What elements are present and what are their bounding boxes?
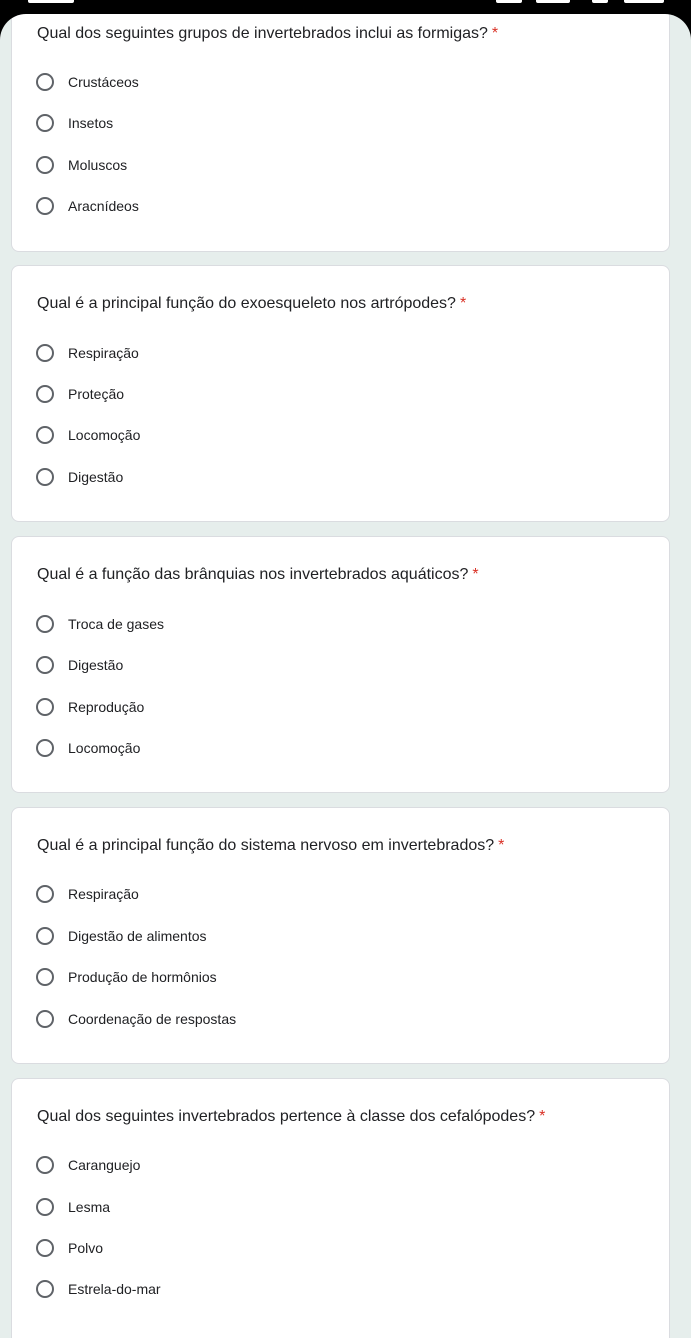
radio-option[interactable] [36, 612, 164, 636]
option-label: Locomoção [68, 427, 141, 443]
option-label: Respiração [68, 345, 139, 361]
option-label: Moluscos [68, 157, 128, 173]
status-bar [0, 0, 691, 14]
radio-button[interactable] [36, 73, 54, 91]
question-title: Qual é a principal função do exoesqueleto nos artrópodes? * [37, 295, 467, 312]
radio-option[interactable] [36, 1277, 161, 1301]
radio-option[interactable] [36, 382, 124, 406]
radio-option[interactable] [36, 423, 140, 447]
question-card [11, 1078, 670, 1338]
radio-option[interactable] [36, 882, 139, 906]
screen-corner-right [665, 14, 691, 40]
question-card [11, 265, 670, 522]
clock-partial [28, 0, 74, 3]
radio-button[interactable] [36, 426, 54, 444]
option-label: Digestão de alimentos [68, 928, 207, 944]
option-label: Respiração [68, 886, 139, 902]
radio-button[interactable] [36, 1156, 54, 1174]
radio-button[interactable] [36, 114, 54, 132]
option-label: Aracnídeos [68, 198, 139, 214]
radio-option[interactable] [36, 1236, 103, 1260]
radio-button[interactable] [36, 615, 54, 633]
required-marker: * [539, 1108, 546, 1125]
radio-button[interactable] [36, 1239, 54, 1257]
option-label: Caranguejo [68, 1157, 141, 1173]
radio-option[interactable] [36, 653, 123, 677]
radio-button[interactable] [36, 156, 54, 174]
radio-button[interactable] [36, 1280, 54, 1298]
radio-button[interactable] [36, 885, 54, 903]
required-marker: * [472, 566, 479, 583]
radio-option[interactable] [36, 1195, 110, 1219]
screen-corner-left [0, 14, 26, 40]
wifi-icon [592, 0, 608, 3]
question-title: Qual dos seguintes invertebrados pertence à classe dos cefalópodes? * [37, 1108, 546, 1125]
option-label: Coordenação de respostas [68, 1011, 237, 1027]
radio-option[interactable] [36, 465, 123, 489]
required-marker: * [491, 25, 499, 42]
radio-button[interactable] [36, 698, 54, 716]
question-card [11, 536, 670, 793]
option-label: Digestão [68, 657, 124, 673]
option-label: Polvo [68, 1240, 104, 1256]
alarm-icon [496, 0, 522, 3]
radio-option[interactable] [36, 341, 139, 365]
radio-button[interactable] [36, 385, 54, 403]
radio-button[interactable] [36, 968, 54, 986]
option-label: Estrela-do-mar [68, 1281, 161, 1297]
radio-option[interactable] [36, 194, 139, 218]
radio-option[interactable] [36, 70, 139, 94]
question-card [11, 2, 670, 252]
radio-option[interactable] [36, 965, 217, 989]
radio-button[interactable] [36, 739, 54, 757]
radio-button[interactable] [36, 927, 54, 945]
option-label: Insetos [68, 115, 114, 131]
option-label: Produção de hormônios [68, 969, 217, 985]
radio-option[interactable] [36, 695, 144, 719]
question-title: Qual é a principal função do sistema nervoso em invertebrados? * [37, 837, 505, 854]
battery-icon [624, 0, 664, 3]
radio-option[interactable] [36, 1007, 236, 1031]
required-marker: * [459, 295, 467, 312]
question-card [11, 807, 670, 1064]
radio-option[interactable] [36, 111, 113, 135]
option-label: Crustáceos [68, 74, 139, 90]
radio-button[interactable] [36, 1010, 54, 1028]
radio-button[interactable] [36, 1198, 54, 1216]
option-label: Proteção [68, 386, 125, 402]
radio-button[interactable] [36, 344, 54, 362]
option-label: Digestão [68, 469, 124, 485]
radio-button[interactable] [36, 197, 54, 215]
signal-icon [536, 0, 570, 3]
option-label: Troca de gases [68, 616, 164, 632]
radio-button[interactable] [36, 656, 54, 674]
radio-option[interactable] [36, 736, 140, 760]
option-label: Reprodução [68, 699, 145, 715]
radio-option[interactable] [36, 1153, 140, 1177]
option-label: Locomoção [68, 740, 141, 756]
radio-button[interactable] [36, 468, 54, 486]
option-label: Lesma [68, 1199, 111, 1215]
question-title: Qual é a função das brânquias nos invertebrados aquáticos? * [37, 566, 479, 583]
required-marker: * [498, 837, 505, 854]
radio-option[interactable] [36, 153, 127, 177]
radio-option[interactable] [36, 924, 207, 948]
question-title: Qual dos seguintes grupos de invertebrados inclui as formigas? * [37, 25, 499, 42]
